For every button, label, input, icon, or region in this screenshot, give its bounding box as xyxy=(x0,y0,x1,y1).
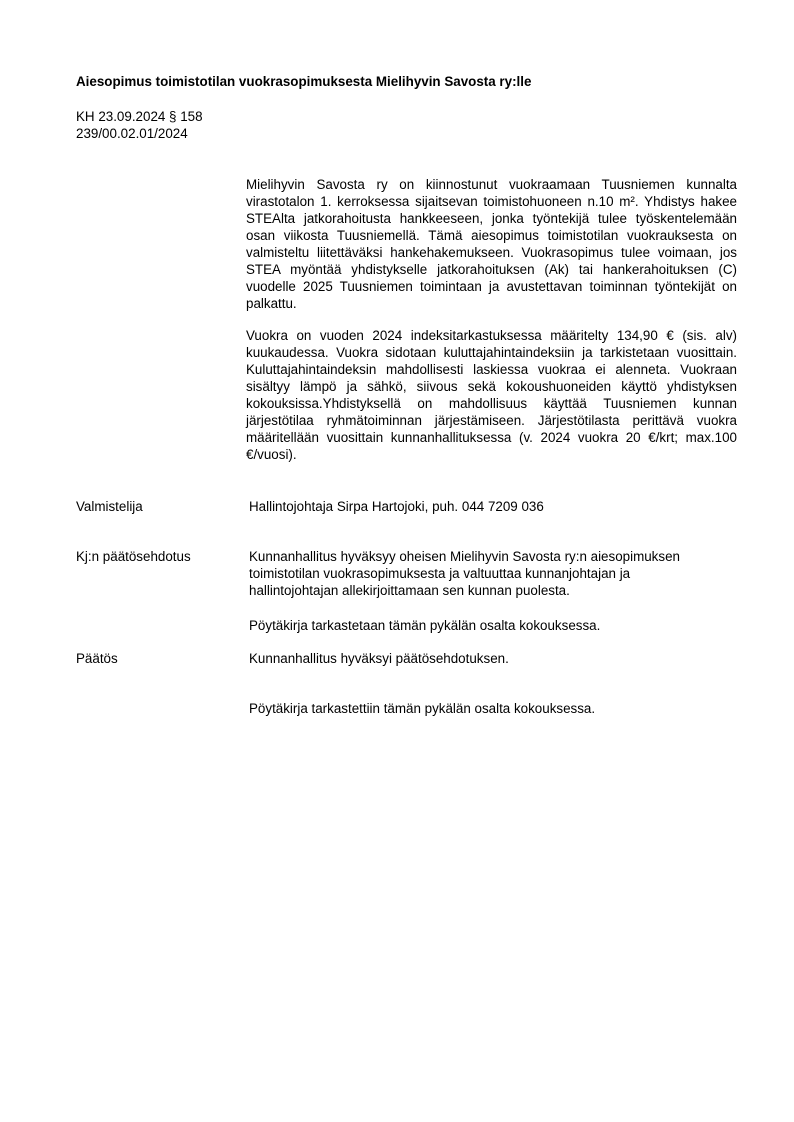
document-title: Aiesopimus toimistotilan vuokrasopimuksesta Mielihyvin Savosta ry:lle xyxy=(76,74,532,89)
decision-value: Kunnanhallitus hyväksyi päätösehdotuksen. xyxy=(249,651,509,666)
description-paragraph-1: Mielihyvin Savosta ry on kiinnostunut vuokraamaan Tuusniemen kunnalta virastotalon 1. kerroksessa sijaitsevan toimistohuoneen n.10 m². Yhdistys hakee STEAlta jatkorahoitusta hankkeeseen, jonka työntekijä tulee työskentelemään osan viikosta Tuusniemellä. Tämä aiesopimus toimistotilan vuokrauksesta on valmisteltu liitettäväksi hankehakemukseen. Vuokrasopimus tulee voimaan, jos STEA myöntää yhdistykselle jatkorahoituksen (Ak) tai hankerahoituksen (C) vuodelle 2025 Tuusniemen toimintaan ja avustettavan toiminnan työntekijät on palkattu. xyxy=(246,177,737,311)
decision-note: Pöytäkirja tarkastettiin tämän pykälän osalta kokouksessa. xyxy=(249,701,596,716)
proposal-note: Pöytäkirja tarkastetaan tämän pykälän osalta kokouksessa. xyxy=(249,618,601,633)
preparer-value: Hallintojohtaja Sirpa Hartojoki, puh. 044 7209 036 xyxy=(249,499,544,514)
decision-label: Päätös xyxy=(76,651,118,666)
reference-block xyxy=(76,108,203,142)
record-number: 239/00.02.01/2024 xyxy=(76,126,188,141)
preparer-label: Valmistelija xyxy=(76,499,143,514)
proposal-line: Kunnanhallitus hyväksyy oheisen Mielihyvin Savosta ry:n aiesopimuksen xyxy=(249,549,680,564)
proposal-text xyxy=(249,548,729,599)
proposal-label: Kj:n päätösehdotus xyxy=(76,549,191,564)
proposal-line: toimistotilan vuokrasopimuksesta ja valtuuttaa kunnanjohtajan ja xyxy=(249,566,631,581)
meeting-reference: KH 23.09.2024 § 158 xyxy=(76,109,203,124)
proposal-line: hallintojohtajan allekirjoittamaan sen kunnan puolesta. xyxy=(249,583,570,598)
description-paragraph-2: Vuokra on vuoden 2024 indeksitarkastuksessa määritelty 134,90 € (sis. alv) kuukaudessa. Vuokra sidotaan kuluttajahintaindeksiin ja tarkistetaan vuosittain. Kuluttajahintaindeksin mahdollisesti laskiessa vuokraa ei alenneta. Vuokraan sisältyy lämpö ja sähkö, siivous sekä kokoushuoneiden käyttö yhdistyksen kokouksissa.Yhdistyksellä on mahdollisuus käyttää Tuusniemen kunnan järjestötilaa ryhmätoiminnan järjestämiseen. Järjestötilasta perittävä vuokra määritellään vuosittain kunnanhallituksessa (v. 2024 vuokra 20 €/krt; max.100 €/vuosi). xyxy=(246,328,737,462)
